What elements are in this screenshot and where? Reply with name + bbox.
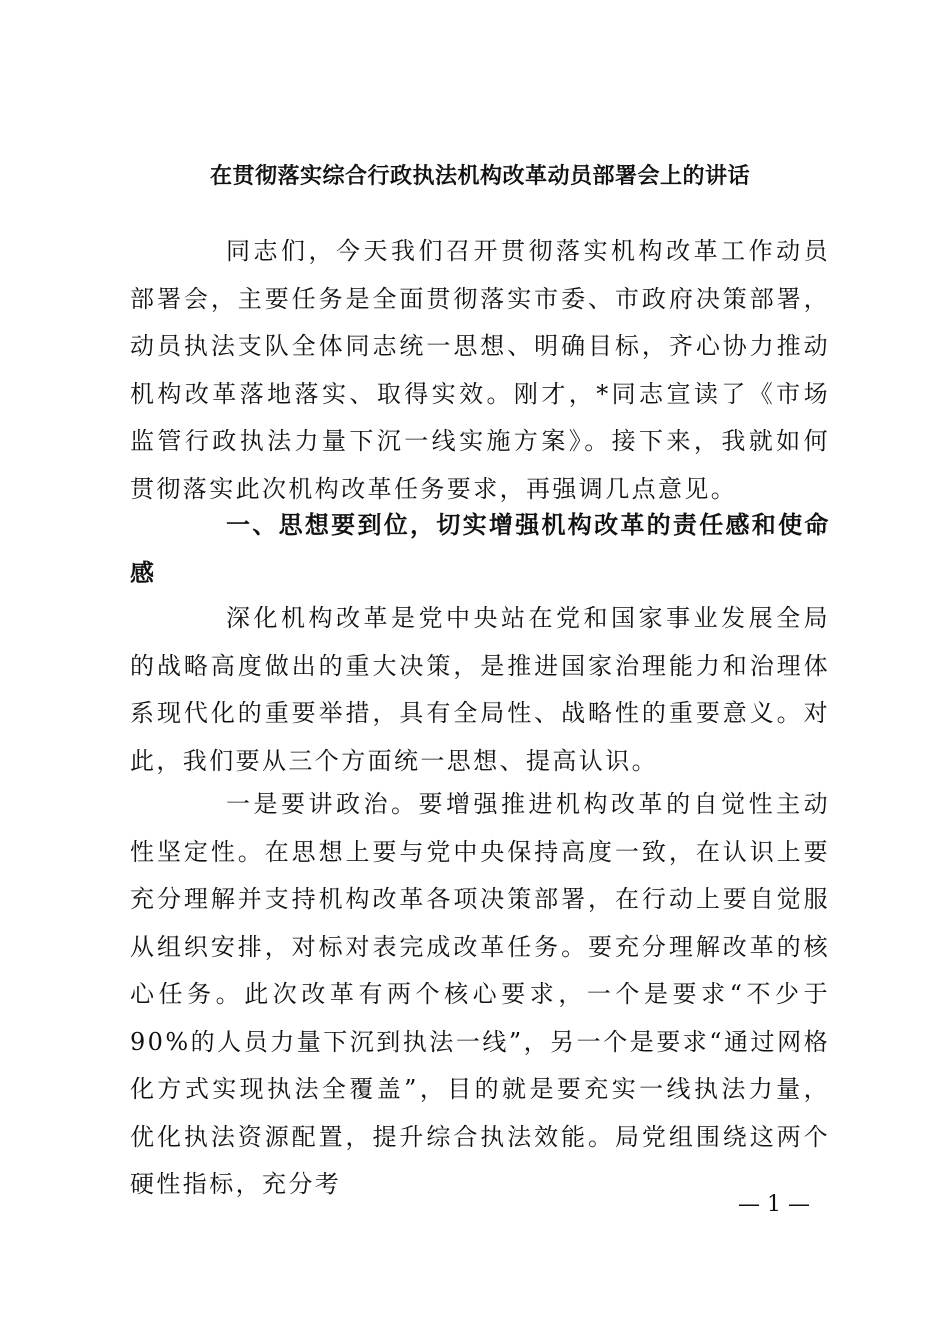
paragraph-opening: 同志们，今天我们召开贯彻落实机构改革工作动员部署会，主要任务是全面贯彻落实市委、市政府决策部署，动员执法支队全体同志统一思想、明确目标，齐心协力推动机构改革落地落实、取得实效。刚才，*同志宣读了《市场监管行政执法力量下沉一线实施方案》。接下来，我就如何贯彻落实此次机构改革任务要求，再强调几点意见。 [130, 237, 830, 503]
page-number: — 1 — [738, 1192, 810, 1217]
document-title: 在贯彻落实综合行政执法机构改革动员部署会上的讲话 [209, 163, 750, 189]
section-heading-1: 一、思想要到位，切实增强机构改革的责任感和使命感 [130, 511, 830, 587]
paragraph-politics: 一是要讲政治。要增强推进机构改革的自觉性主动性坚定性。在思想上要与党中央保持高度一致，在认识上要充分理解并支持机构改革各项决策部署，在行动上要自觉服从组织安排，对标对表完成改革任务。要充分理解改革的核心任务。此次改革有两个核心要求，一个是要求“不少于90%的人员力量下沉到执法一线”，另一个是要求“通过网格化方式实现执法全覆盖”，目的就是要充实一线执法力量，优化执法资源配置，提升综合执法效能。局党组围绕这两个硬性指标，充分考 [130, 790, 830, 1198]
paragraph-reform-significance: 深化机构改革是党中央站在党和国家事业发展全局的战略高度做出的重大决策，是推进国家治理能力和治理体系现代化的重要举措，具有全局性、战略性的重要意义。对此，我们要从三个方面统一思想、提高认识。 [130, 604, 830, 775]
